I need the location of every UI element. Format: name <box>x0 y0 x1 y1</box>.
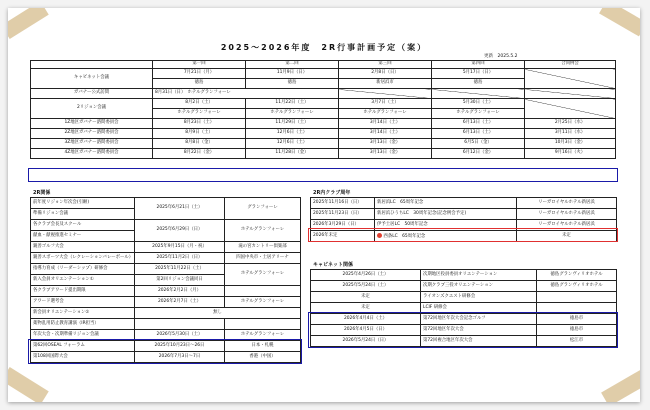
event-date: 2026年2月7日（土） <box>135 297 225 308</box>
tape-corner <box>8 8 49 39</box>
table-cell: 8月22日（金） <box>153 149 246 159</box>
table-cell: 3月13日（金） <box>339 139 432 149</box>
table-cell: 7月21日（月） <box>153 69 246 79</box>
table-header-row <box>31 61 616 69</box>
header-cell: 第一回 <box>153 61 246 69</box>
table-row <box>311 209 617 220</box>
anniversary-venue: 未定 <box>517 231 617 242</box>
header-cell: 合同例会 <box>525 61 616 69</box>
cabinet-venue: 徳島グランヴィリオホテル <box>537 281 617 292</box>
anniversary-event: 新居浜LC 65周年記念 <box>375 198 517 209</box>
anniversary-date: 2025年11月16日（日） <box>311 198 375 209</box>
event-date: 2025年6月21日（土） <box>135 198 225 220</box>
document-page <box>8 8 640 402</box>
highlight-box-4z <box>28 168 618 182</box>
table-cell: ホテルグランフォーレ <box>432 109 525 119</box>
event-date: 2026年7月3日～7日 <box>135 352 225 363</box>
cabinet-event: 第72回地区年次大会 <box>421 325 537 336</box>
table-cell: 8月23日（土） <box>153 119 246 129</box>
anniversary-venue: リーガロイヤルホテル新居浜 <box>517 209 617 220</box>
table-cell: 8月9日（土） <box>153 129 246 139</box>
table-row <box>311 336 617 347</box>
cabinet-date: 未定 <box>311 292 421 303</box>
empty-cell <box>339 89 432 99</box>
row-label: ガバナー公式訪問 <box>31 89 153 99</box>
cabinet-event: 第72回複合地区年次大会 <box>421 336 537 347</box>
event-venue: グランフォーレ <box>225 198 301 220</box>
table-row <box>31 99 616 109</box>
anniversary-event: 新居浜ひうちLC 30周年記念(記念例会予定) <box>375 209 517 220</box>
cabinet-date: 2026年5月24日（日） <box>311 336 421 347</box>
anniversary-date: 2025年11月23日（日） <box>311 209 375 220</box>
empty-cell <box>432 89 525 99</box>
table-cell: ホテルグランフォーレ <box>246 109 339 119</box>
table-cell: 3月13日（金） <box>339 149 432 159</box>
anniversary-date: 2026年未定 <box>311 231 375 242</box>
table-cell: 11月9日（日） <box>246 69 339 79</box>
empty-cell <box>525 89 616 99</box>
table-row <box>311 303 617 314</box>
event-name: 第108回国際大会 <box>31 352 135 363</box>
2r-events-table <box>30 197 301 363</box>
event-name: 指導力育成（リーダーシップ）研修会 <box>31 264 135 275</box>
table-cell: 8月2日（土） <box>153 99 246 109</box>
event-name: 新会員オリエンテーション② <box>31 308 135 319</box>
table-cell: 徳島 <box>432 79 525 89</box>
event-venue: ホテルグランフォーレ <box>225 330 301 341</box>
cabinet-event: 次期クラブ三役オリエンテーション <box>421 281 537 292</box>
cabinet-event: 次期地区役員委員オリエンテーション <box>421 270 537 281</box>
row-label: 3Z地区ガバナー諮問委員会 <box>31 139 153 149</box>
table-cell: 5月30日（土） <box>432 99 525 109</box>
table-row <box>31 330 301 341</box>
red-dot-icon <box>377 233 382 238</box>
table-row <box>31 139 616 149</box>
section-title-2r: 2R関係 <box>33 190 51 196</box>
table-cell: 12月6日（土） <box>246 139 339 149</box>
table-cell: 3月11日（水） <box>525 129 616 139</box>
table-row <box>31 89 616 99</box>
event-date <box>135 319 225 330</box>
event-date: 2025年6月29日（日） <box>135 220 225 242</box>
event-name: 年次大会・次期準備リジョン会議 <box>31 330 135 341</box>
table-cell: 新居浜市 <box>339 79 432 89</box>
table-row <box>31 319 301 330</box>
table-row <box>31 264 301 275</box>
event-date: 2025年10月23日～26日 <box>135 341 225 352</box>
table-cell: 3月14日（土） <box>339 119 432 129</box>
cabinet-venue: 徳島グランヴィリオホテル <box>537 270 617 281</box>
table-cell: 徳島 <box>153 79 246 89</box>
table-cell: 8月31日（日） ホテルグランフォーレ <box>153 89 339 99</box>
update-date: 更新 2025.5.2 <box>484 54 518 59</box>
table-cell: 2月25日（水） <box>525 119 616 129</box>
header-cell: 第二回 <box>246 61 339 69</box>
row-label: 1Z地区ガバナー諮問委員会 <box>31 119 153 129</box>
table-row <box>31 149 616 159</box>
cabinet-events-table <box>310 269 617 347</box>
table-row <box>31 119 616 129</box>
table-cell: 3月7日（土） <box>339 99 432 109</box>
event-date: 無し <box>135 308 301 319</box>
table-row <box>311 220 617 231</box>
event-date: 2026年2月2日（月） <box>135 286 225 297</box>
empty-cell <box>525 69 616 89</box>
event-date: 2025年11月22日（土） <box>135 264 225 275</box>
event-name: 第62回OSEAL フォーラム <box>31 341 135 352</box>
document-title: 2025～2026年度 2R行事計画予定（案） <box>220 43 428 52</box>
table-row <box>31 198 301 209</box>
table-cell: 2月8日（日） <box>339 69 432 79</box>
table-row <box>31 253 301 264</box>
event-name: 親善ゴルフ大会 <box>31 242 135 253</box>
table-row <box>311 198 617 209</box>
cabinet-date: 2025年5月24日（土） <box>311 281 421 292</box>
table-cell: 10月3日（金） <box>525 139 616 149</box>
table-cell: 12月6日（土） <box>246 129 339 139</box>
event-date: 第2回リジョン会議同日 <box>135 275 225 286</box>
cabinet-event: 第72回地区年次大会記念ゴルフ <box>421 314 537 325</box>
table-row <box>31 308 301 319</box>
tape-corner <box>8 367 49 402</box>
club-anniversary-table <box>310 197 617 242</box>
event-date: 2026年5月30日（土） <box>135 330 225 341</box>
table-cell: 3月14日（土） <box>339 129 432 139</box>
event-name: 親善スポーツ大会（レクレーションバレーボール） <box>31 253 135 264</box>
row-label: キャビネット会議 <box>31 69 153 89</box>
cabinet-venue: 徳島市 <box>537 325 617 336</box>
table-row <box>31 286 301 297</box>
event-venue: 四国中央市・土居アリーナ <box>225 253 301 264</box>
anniversary-date: 2026年3月29日（日） <box>311 220 375 231</box>
event-venue: ホテルグランフォーレ <box>225 297 301 308</box>
row-label: 4Z地区ガバナー諮問委員会 <box>31 149 153 159</box>
row-label: 2リジョン会議 <box>31 99 153 119</box>
cabinet-venue <box>537 292 617 303</box>
table-cell: 6月13日（土） <box>432 119 525 129</box>
cabinet-date: 2026年4月5日（日） <box>311 325 421 336</box>
anniversary-event <box>375 231 517 242</box>
table-row <box>311 231 617 242</box>
cabinet-venue: 徳島市 <box>537 314 617 325</box>
table-row <box>31 341 301 352</box>
event-name: 前年度リジョン年次会(引継) <box>31 198 135 209</box>
table-cell: 11月22日（土） <box>246 99 339 109</box>
table-row <box>311 325 617 336</box>
event-venue: ホテルグランフォーレ <box>225 220 301 242</box>
anniversary-event: 伊予土居LC 50周年記念 <box>375 220 517 231</box>
empty-cell <box>525 99 616 119</box>
table-row <box>31 242 301 253</box>
event-date: 2025年9月15日（月・祝） <box>135 242 225 253</box>
table-row <box>311 314 617 325</box>
header-cell: 第三回 <box>339 61 432 69</box>
event-name: アワード選考会 <box>31 297 135 308</box>
cabinet-venue: 松江市 <box>537 336 617 347</box>
event-name: 各クラブ会長及スクール <box>31 220 135 231</box>
table-cell: 6月13日（土） <box>432 129 525 139</box>
table-cell: 9月16日（火） <box>525 149 616 159</box>
table-cell: 8月8日（金） <box>153 139 246 149</box>
event-venue <box>225 319 301 330</box>
section-title-anniversary: 2R内クラブ周年 <box>313 190 351 196</box>
event-date: 2025年11月2日（日） <box>135 253 225 264</box>
cabinet-venue <box>537 303 617 314</box>
event-venue: 日本・札幌 <box>225 341 301 352</box>
anniversary-venue: リーガロイヤルホテル新居浜 <box>517 198 617 209</box>
table-row <box>311 270 617 281</box>
cabinet-event: LCIF 研修会 <box>421 303 537 314</box>
event-name: 薬物乱用防止教育講演（IR担当） <box>31 319 135 330</box>
event-name: 献血・献視推進セミナー <box>31 231 135 242</box>
header-cell: 第四回 <box>432 61 525 69</box>
table-row <box>311 281 617 292</box>
table-row <box>31 129 616 139</box>
cabinet-date: 2026年4月4日（土） <box>311 314 421 325</box>
table-row <box>31 220 301 231</box>
row-label: 2Z地区ガバナー諮問委員会 <box>31 129 153 139</box>
table-row <box>31 297 301 308</box>
tape-corner <box>601 370 640 402</box>
event-venue: 滝の宮カントリー倶楽部 <box>225 242 301 253</box>
event-name: 各クラブアワード提出期限 <box>31 286 135 297</box>
table-row <box>31 69 616 79</box>
table-cell: 6月12日（金） <box>432 149 525 159</box>
anniversary-venue: リーガロイヤルホテル新居浜 <box>517 220 617 231</box>
event-venue: ホテルグランフォーレ <box>225 264 301 286</box>
anniversary-event-text: 西条LC 65周年記念 <box>383 233 426 239</box>
event-venue <box>225 286 301 297</box>
event-venue: 香港（中国） <box>225 352 301 363</box>
event-name: 新入会員オリエンテーション① <box>31 275 135 286</box>
table-cell: 11月28日（金） <box>246 149 339 159</box>
cabinet-date: 2025年4月26日（土） <box>311 270 421 281</box>
table-row <box>31 352 301 363</box>
cabinet-schedule-table <box>30 60 616 159</box>
cabinet-date: 未定 <box>311 303 421 314</box>
table-cell: 6月5日（金） <box>432 139 525 149</box>
table-cell: ホテルグランフォーレ <box>339 109 432 119</box>
event-name: 準備リジョン会議 <box>31 209 135 220</box>
table-cell: 徳島 <box>246 79 339 89</box>
table-cell: 11月29日（土） <box>246 119 339 129</box>
section-title-cabinet: キャビネット関係 <box>313 262 354 268</box>
table-row <box>311 292 617 303</box>
table-cell: ホテルグランフォーレ <box>153 109 246 119</box>
cabinet-event: ライオンズクエスト研修会 <box>421 292 537 303</box>
tape-corner <box>599 8 640 36</box>
table-cell: 5月17日（日） <box>432 69 525 79</box>
